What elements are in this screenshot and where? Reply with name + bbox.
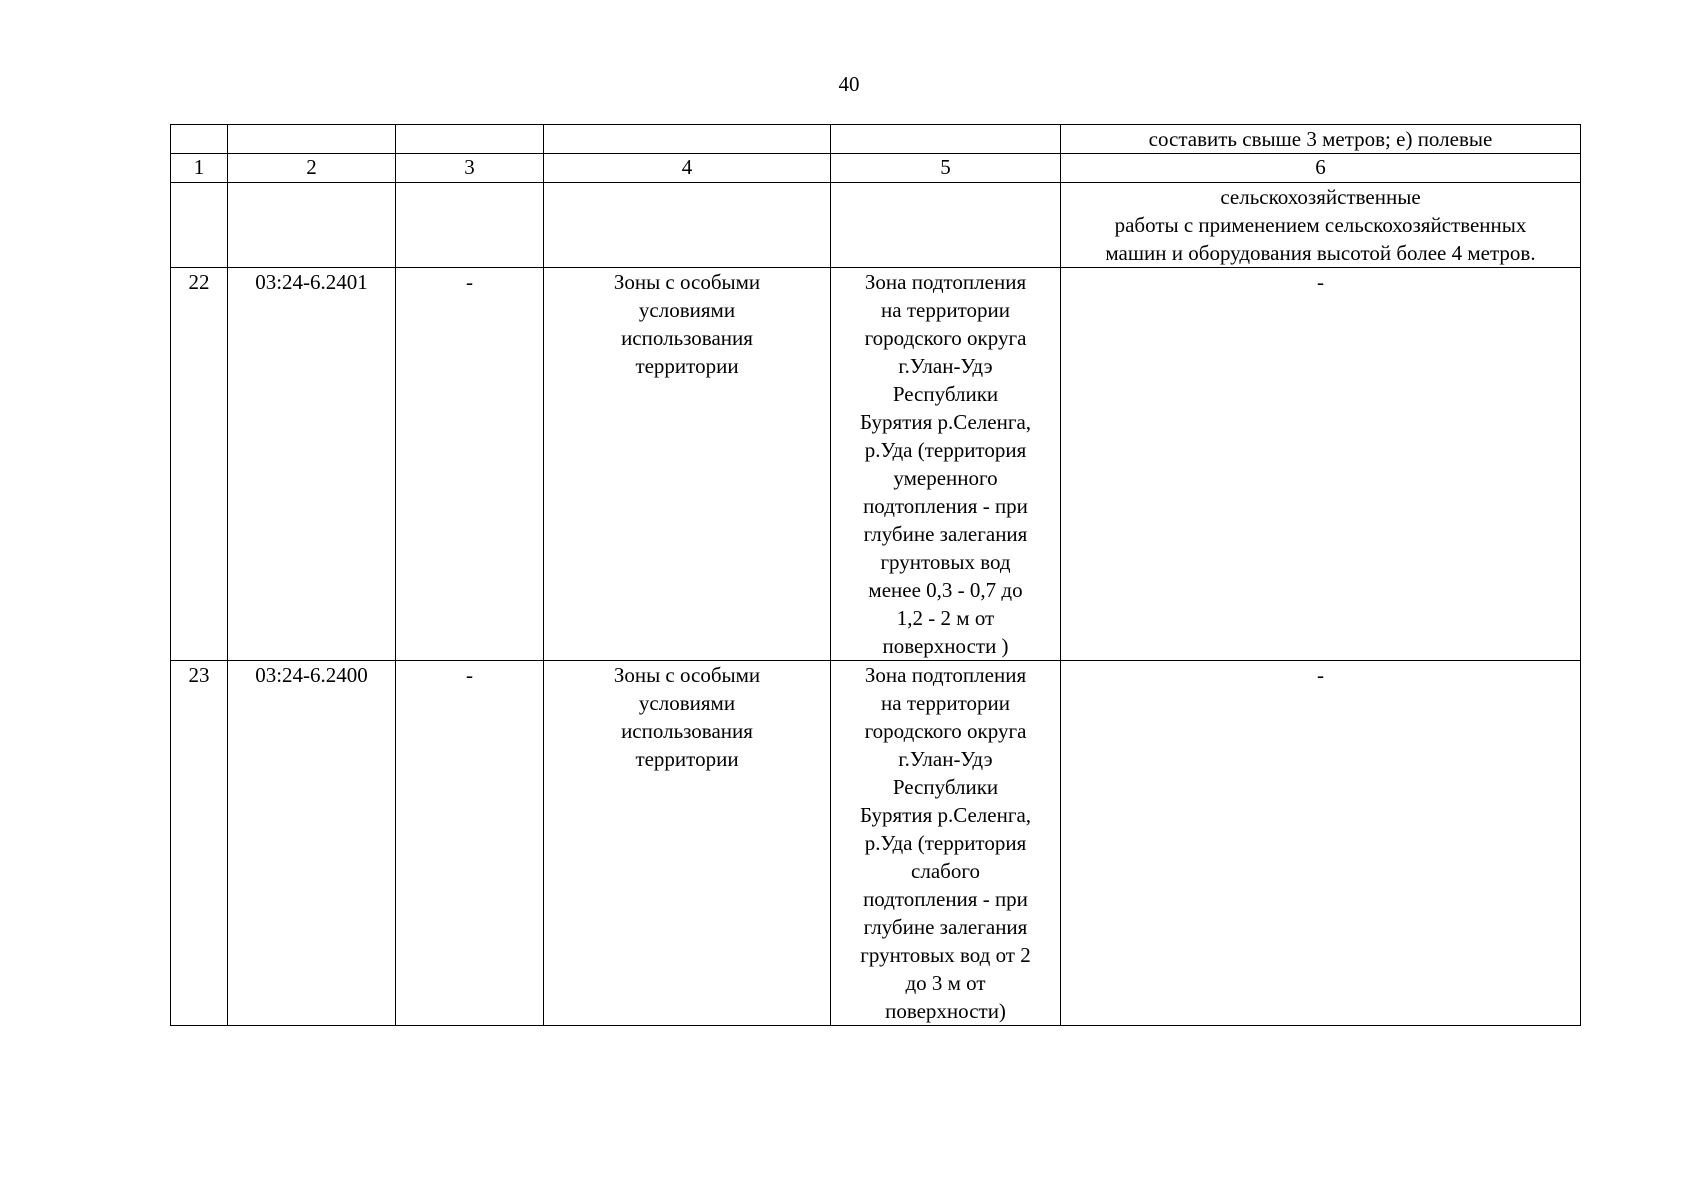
- cell-restrictions: сельскохозяйственные работы с применением сельскохозяйственных машин и оборудования высотой более 4 метров.: [1061, 183, 1581, 268]
- cell-empty: [544, 125, 831, 154]
- cell-col3: -: [396, 661, 544, 1026]
- column-number-2: 2: [228, 154, 396, 183]
- column-number-3: 3: [396, 154, 544, 183]
- cell-restrictions: -: [1061, 661, 1581, 1026]
- cell-empty: [171, 183, 228, 268]
- cell-restrictions: -: [1061, 268, 1581, 661]
- table-row-continuation: [171, 183, 1581, 268]
- cell-row-number: 22: [171, 268, 228, 661]
- cell-restrictions: составить свыше 3 метров; е) полевые: [1061, 125, 1581, 154]
- table-row: [171, 661, 1581, 1026]
- cell-empty: [831, 183, 1061, 268]
- table-header-row: [171, 154, 1581, 183]
- cell-empty: [228, 125, 396, 154]
- column-number-6: 6: [1061, 154, 1581, 183]
- table-row: [171, 268, 1581, 661]
- cell-empty: [544, 183, 831, 268]
- cell-row-number: 23: [171, 661, 228, 1026]
- cell-col3: -: [396, 268, 544, 661]
- page-number: 40: [838, 72, 860, 96]
- cell-empty: [228, 183, 396, 268]
- cell-zone-type: Зоны с особыми условиями использования территории: [544, 268, 831, 661]
- cell-zone-name: Зона подтопления на территории городского округа г.Улан-Удэ Республики Бурятия р.Селенга, р.Уда (территория слабого подтопления - при глубине залегания грунтовых вод от 2 до 3 м от поверхности): [831, 661, 1061, 1026]
- cell-empty: [831, 125, 1061, 154]
- cell-registry-code: 03:24-6.2400: [228, 661, 396, 1026]
- cell-empty: [396, 125, 544, 154]
- table-row-carryover: [171, 125, 1581, 154]
- column-number-5: 5: [831, 154, 1061, 183]
- zones-table: [170, 124, 1581, 1026]
- cell-empty: [396, 183, 544, 268]
- cell-zone-name: Зона подтопления на территории городского округа г.Улан-Удэ Республики Бурятия р.Селенга, р.Уда (территория умеренного подтопления - при глубине залегания грунтовых вод менее 0,3 - 0,7 до 1,2 - 2 м от поверхности ): [831, 268, 1061, 661]
- cell-empty: [171, 125, 228, 154]
- cell-registry-code: 03:24-6.2401: [228, 268, 396, 661]
- column-number-4: 4: [544, 154, 831, 183]
- column-number-1: 1: [171, 154, 228, 183]
- cell-zone-type: Зоны с особыми условиями использования территории: [544, 661, 831, 1026]
